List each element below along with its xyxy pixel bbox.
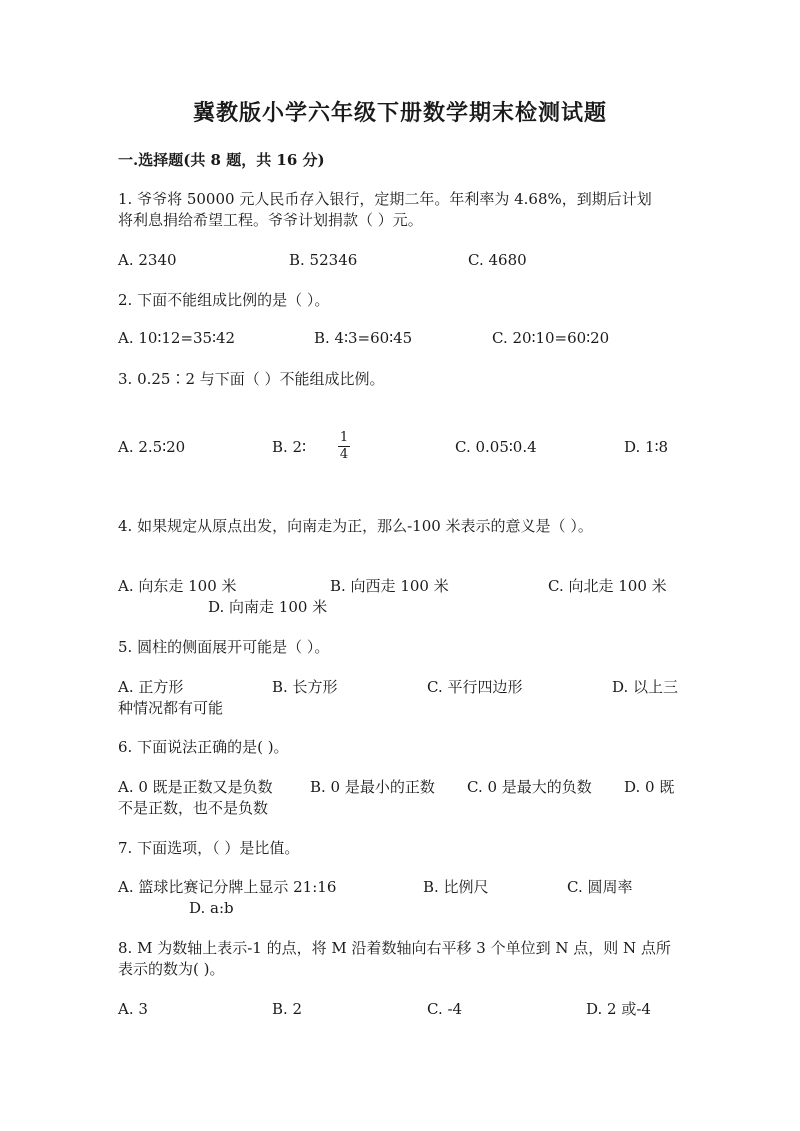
option-b[interactable]: B. 长方形 bbox=[272, 678, 338, 696]
option-d[interactable]: D. 以上三 bbox=[612, 678, 679, 696]
option-b[interactable]: B. 比例尺 bbox=[423, 878, 489, 896]
option-c[interactable]: C. 向北走 100 米 bbox=[548, 577, 667, 595]
fraction bbox=[338, 431, 350, 462]
option-a[interactable]: A. 2340 bbox=[118, 251, 177, 269]
option-c[interactable]: C. 0 是最大的负数 bbox=[467, 778, 592, 796]
option-d-continued: 不是正数，也不是负数 bbox=[118, 799, 269, 817]
option-c[interactable]: C. 4680 bbox=[468, 251, 527, 269]
option-d[interactable]: D. 1∶8 bbox=[624, 438, 669, 456]
option-a[interactable]: A. 篮球比赛记分牌上显示 21:16 bbox=[118, 878, 337, 896]
option-a[interactable]: A. 2.5∶20 bbox=[118, 438, 186, 456]
option-d[interactable]: D. 2 或-4 bbox=[586, 1000, 651, 1018]
question-stem: 5. 圆柱的侧面展开可能是（ ）。 bbox=[118, 638, 330, 656]
option-c[interactable]: C. -4 bbox=[427, 1000, 463, 1018]
option-b[interactable]: B. 2 bbox=[272, 1000, 303, 1018]
option-c[interactable]: C. 平行四边形 bbox=[427, 678, 523, 696]
option-c[interactable]: C. 圆周率 bbox=[567, 878, 633, 896]
question-stem: 将利息捐给希望工程。爷爷计划捐款（ ）元。 bbox=[118, 211, 423, 229]
question-stem: 4. 如果规定从原点出发，向南走为正，那么-100 米表示的意义是（ ）。 bbox=[118, 517, 593, 535]
question-stem: 3. 0.25∶2 与下面（ ）不能组成比例。 bbox=[118, 370, 385, 388]
fraction-denominator: 4 bbox=[339, 447, 349, 462]
option-d[interactable]: D. 0 既 bbox=[624, 778, 675, 796]
question-stem: 1. 爷爷将 50000 元人民币存入银行，定期二年。年利率为 4.68%，到期后计划 bbox=[118, 190, 652, 208]
question-stem: 8. M 为数轴上表示-1 的点，将 M 沿着数轴向右平移 3 个单位到 N 点，则 N 点所 bbox=[118, 939, 671, 957]
question-stem: 2. 下面不能组成比例的是（ ）。 bbox=[118, 291, 330, 309]
option-b[interactable]: B. 0 是最小的正数 bbox=[310, 778, 435, 796]
option-a[interactable]: A. 10∶12=35∶42 bbox=[118, 329, 236, 347]
option-d-continued: 种情况都有可能 bbox=[118, 699, 224, 717]
question-stem: 6. 下面说法正确的是( )。 bbox=[118, 738, 289, 756]
option-b[interactable]: B. 52346 bbox=[289, 251, 358, 269]
option-a[interactable]: A. 3 bbox=[118, 1000, 148, 1018]
option-c[interactable]: C. 20∶10=60∶20 bbox=[492, 329, 610, 347]
option-b[interactable]: B. 2∶ bbox=[272, 438, 307, 456]
fraction-numerator: 1 bbox=[339, 430, 349, 445]
option-d[interactable]: D. 向南走 100 米 bbox=[208, 598, 328, 616]
question-stem: 7. 下面选项，（ ）是比值。 bbox=[118, 839, 300, 857]
question-stem: 表示的数为( )。 bbox=[118, 960, 225, 978]
option-b[interactable]: B. 向西走 100 米 bbox=[330, 577, 449, 595]
section-heading: 一.选择题(共 8 题，共 16 分) bbox=[118, 151, 325, 169]
page-title: 冀教版小学六年级下册数学期末检测试题 bbox=[192, 100, 607, 126]
option-a[interactable]: A. 向东走 100 米 bbox=[118, 577, 237, 595]
option-a[interactable]: A. 0 既是正数又是负数 bbox=[118, 778, 273, 796]
option-c[interactable]: C. 0.05∶0.4 bbox=[455, 438, 537, 456]
option-b[interactable]: B. 4∶3=60∶45 bbox=[314, 329, 413, 347]
option-a[interactable]: A. 正方形 bbox=[118, 678, 184, 696]
option-d[interactable]: D. a:b bbox=[189, 899, 234, 917]
